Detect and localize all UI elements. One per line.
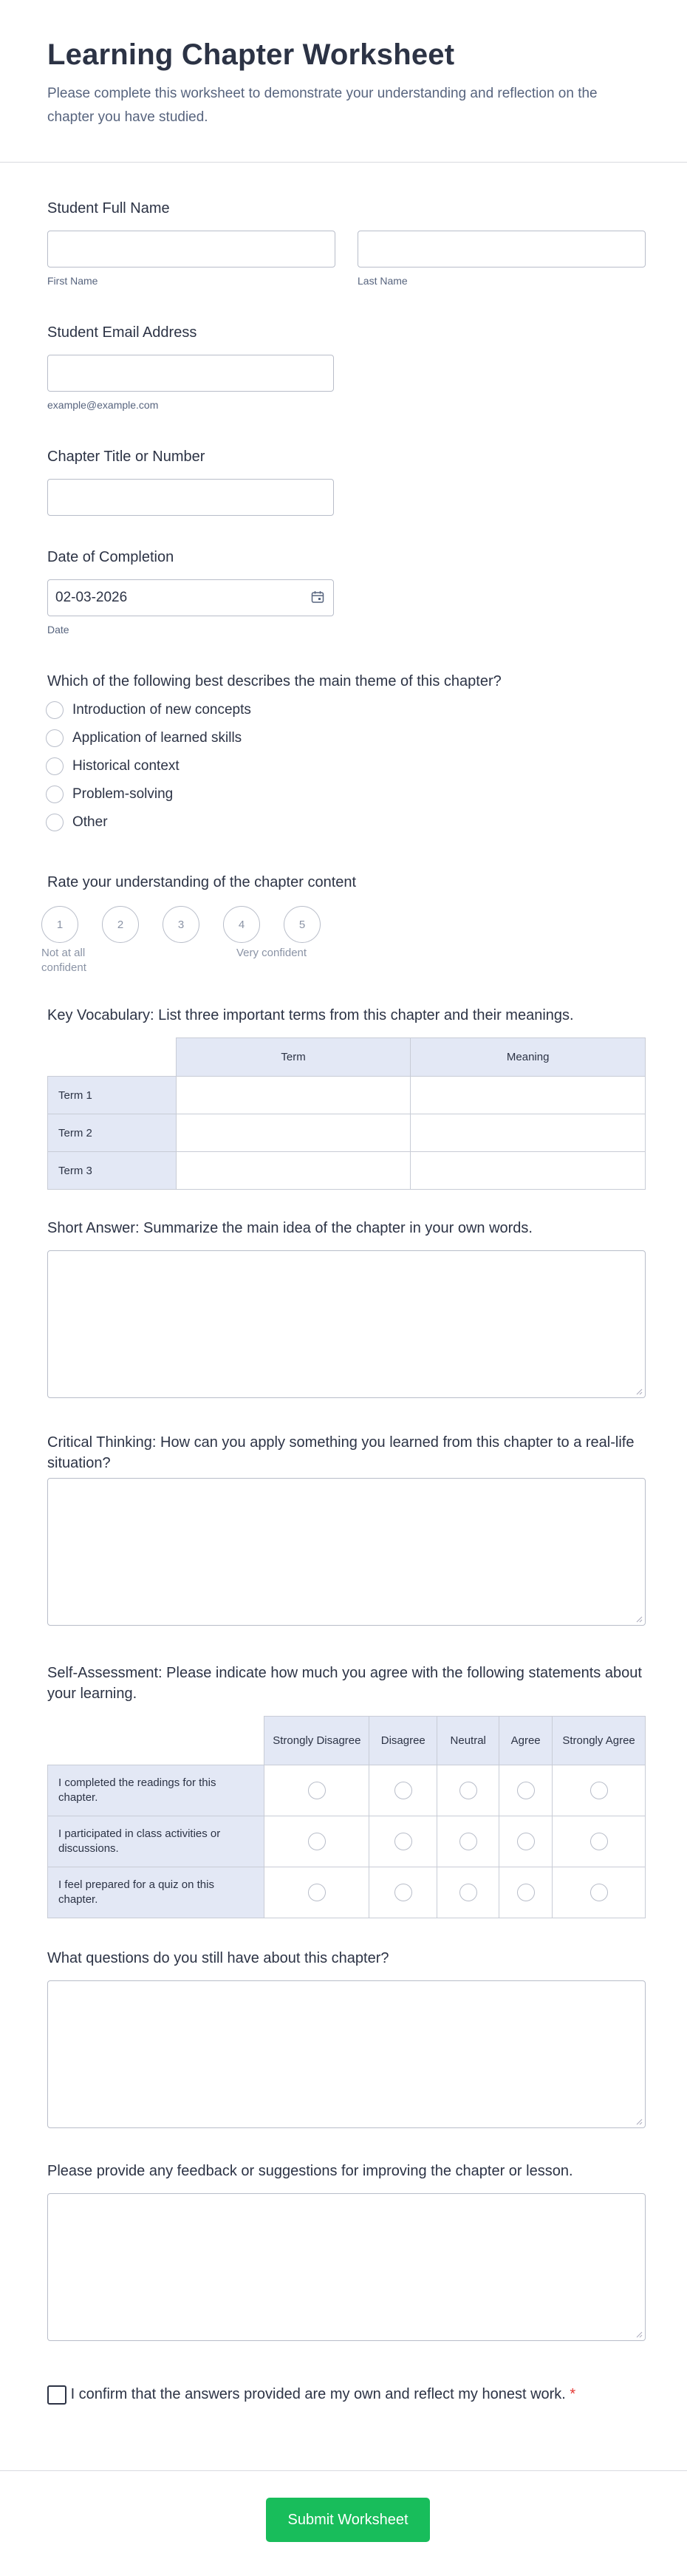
column-header: Disagree (369, 1717, 437, 1765)
theme-option[interactable]: Introduction of new concepts (46, 696, 646, 724)
table-row (48, 1114, 646, 1152)
table-row (48, 1077, 646, 1114)
radio-icon[interactable] (308, 1884, 326, 1901)
column-header: Meaning (411, 1038, 646, 1077)
table-row (48, 1765, 646, 1816)
rating-option[interactable]: 2 (102, 906, 139, 943)
term-cell-input[interactable] (176, 1152, 411, 1190)
radio-icon[interactable] (517, 1884, 535, 1901)
submit-button[interactable]: Submit Worksheet (266, 2498, 430, 2542)
short-answer-textarea[interactable] (47, 1250, 646, 1398)
meaning-cell-input[interactable] (411, 1114, 646, 1152)
short-answer-field (47, 1218, 646, 1398)
last-name-sublabel: Last Name (358, 275, 408, 287)
theme-option[interactable]: Problem-solving (46, 780, 646, 808)
radio-icon[interactable] (46, 814, 64, 831)
chapter-title-input[interactable] (47, 479, 334, 516)
table-row (48, 1152, 646, 1190)
radio-icon[interactable] (308, 1833, 326, 1850)
date-label: Date of Completion (47, 549, 174, 565)
meaning-cell-input[interactable] (411, 1077, 646, 1114)
theme-label: Which of the following best describes the main theme of this chapter? (47, 673, 502, 689)
email-input[interactable] (47, 355, 334, 392)
radio-icon[interactable] (459, 1833, 477, 1850)
form-header (0, 0, 687, 163)
self-assessment-field (47, 1663, 646, 1918)
vocabulary-label: Key Vocabulary: List three important terms from this chapter and their meanings. (47, 1007, 574, 1023)
rating-option[interactable]: 1 (41, 906, 78, 943)
row-header: I feel prepared for a quiz on this chapter. (48, 1867, 264, 1918)
student-name-field (47, 198, 646, 287)
radio-icon[interactable] (590, 1782, 608, 1799)
resize-grip-icon[interactable] (635, 1388, 643, 1395)
rating-option[interactable]: 3 (163, 906, 199, 943)
table-row (48, 1867, 646, 1918)
self-assessment-label: Self-Assessment: Please indicate how much you agree with the following statements about your learning. (47, 1665, 642, 1702)
row-header: Term 2 (48, 1114, 177, 1152)
form-footer (0, 2470, 687, 2576)
calendar-icon[interactable] (311, 590, 324, 607)
column-header: Neutral (437, 1717, 499, 1765)
resize-grip-icon[interactable] (635, 2118, 643, 2125)
self-assessment-matrix (47, 1716, 646, 1918)
row-header: I completed the readings for this chapter. (48, 1765, 264, 1816)
term-cell-input[interactable] (176, 1114, 411, 1152)
feedback-textarea[interactable] (47, 2193, 646, 2341)
radio-icon[interactable] (517, 1782, 535, 1799)
page-description: Please complete this worksheet to demonstrate your understanding and reflection on the chapter you have studied. (47, 86, 598, 125)
chapter-title-label: Chapter Title or Number (47, 449, 205, 465)
meaning-cell-input[interactable] (411, 1152, 646, 1190)
first-name-sublabel: First Name (47, 275, 98, 287)
row-header: I participated in class activities or discussions. (48, 1816, 264, 1867)
resize-grip-icon[interactable] (635, 1615, 643, 1623)
radio-icon[interactable] (46, 729, 64, 747)
rating-low-caption: Not at all confident (41, 947, 86, 974)
radio-icon[interactable] (459, 1884, 477, 1901)
vocabulary-table (47, 1037, 646, 1190)
page-title: Learning Chapter Worksheet (47, 38, 455, 71)
rating-field (41, 872, 646, 975)
theme-option[interactable]: Other (46, 808, 646, 836)
row-header: Term 3 (48, 1152, 177, 1190)
column-header: Strongly Disagree (264, 1717, 369, 1765)
rating-option[interactable]: 5 (284, 906, 321, 943)
column-header: Agree (499, 1717, 553, 1765)
critical-thinking-label: Critical Thinking: How can you apply something you learned from this chapter to a real-life situation? (47, 1434, 635, 1471)
feedback-field (47, 2161, 646, 2341)
radio-icon[interactable] (46, 701, 64, 719)
table-row (48, 1816, 646, 1867)
radio-icon[interactable] (459, 1782, 477, 1799)
column-header: Strongly Agree (553, 1717, 646, 1765)
confirm-label: I confirm that the answers provided are my own and reflect my honest work. (70, 2386, 566, 2402)
radio-icon[interactable] (394, 1884, 412, 1901)
rating-label: Rate your understanding of the chapter content (47, 874, 357, 890)
radio-icon[interactable] (517, 1833, 535, 1850)
vocabulary-field (47, 1005, 646, 1190)
confirm-checkbox[interactable] (47, 2385, 66, 2405)
date-value: 02-03-2026 (55, 590, 128, 605)
questions-label: What questions do you still have about this chapter? (47, 1950, 389, 1966)
theme-option[interactable]: Historical context (46, 752, 646, 780)
confirm-field (47, 2384, 609, 2405)
questions-field (47, 1948, 646, 2128)
radio-icon[interactable] (46, 757, 64, 775)
radio-icon[interactable] (590, 1884, 608, 1901)
theme-option[interactable]: Application of learned skills (46, 724, 646, 752)
radio-icon[interactable] (308, 1782, 326, 1799)
date-input[interactable] (47, 579, 334, 616)
resize-grip-icon[interactable] (635, 2331, 643, 2338)
chapter-title-field (47, 446, 646, 516)
radio-icon[interactable] (394, 1833, 412, 1850)
row-header: Term 1 (48, 1077, 177, 1114)
last-name-input[interactable] (358, 231, 646, 268)
required-mark: * (570, 2386, 576, 2402)
date-sublabel: Date (47, 624, 69, 636)
term-cell-input[interactable] (176, 1077, 411, 1114)
radio-icon[interactable] (46, 786, 64, 803)
feedback-label: Please provide any feedback or suggestions for improving the chapter or lesson. (47, 2163, 573, 2179)
date-field (47, 547, 646, 636)
student-email-label: Student Email Address (47, 324, 197, 341)
first-name-input[interactable] (47, 231, 335, 268)
questions-textarea[interactable] (47, 1980, 646, 2128)
critical-thinking-field (47, 1432, 646, 1626)
theme-field (47, 671, 646, 836)
rating-option[interactable]: 4 (223, 906, 260, 943)
radio-icon[interactable] (394, 1782, 412, 1799)
email-sublabel: example@example.com (47, 399, 159, 411)
short-answer-label: Short Answer: Summarize the main idea of the chapter in your own words. (47, 1220, 533, 1236)
rating-high-caption: Very confident (236, 947, 307, 959)
critical-thinking-textarea[interactable] (47, 1478, 646, 1626)
column-header: Term (176, 1038, 411, 1077)
student-email-field (47, 322, 646, 411)
student-name-label: Student Full Name (47, 200, 170, 217)
radio-icon[interactable] (590, 1833, 608, 1850)
